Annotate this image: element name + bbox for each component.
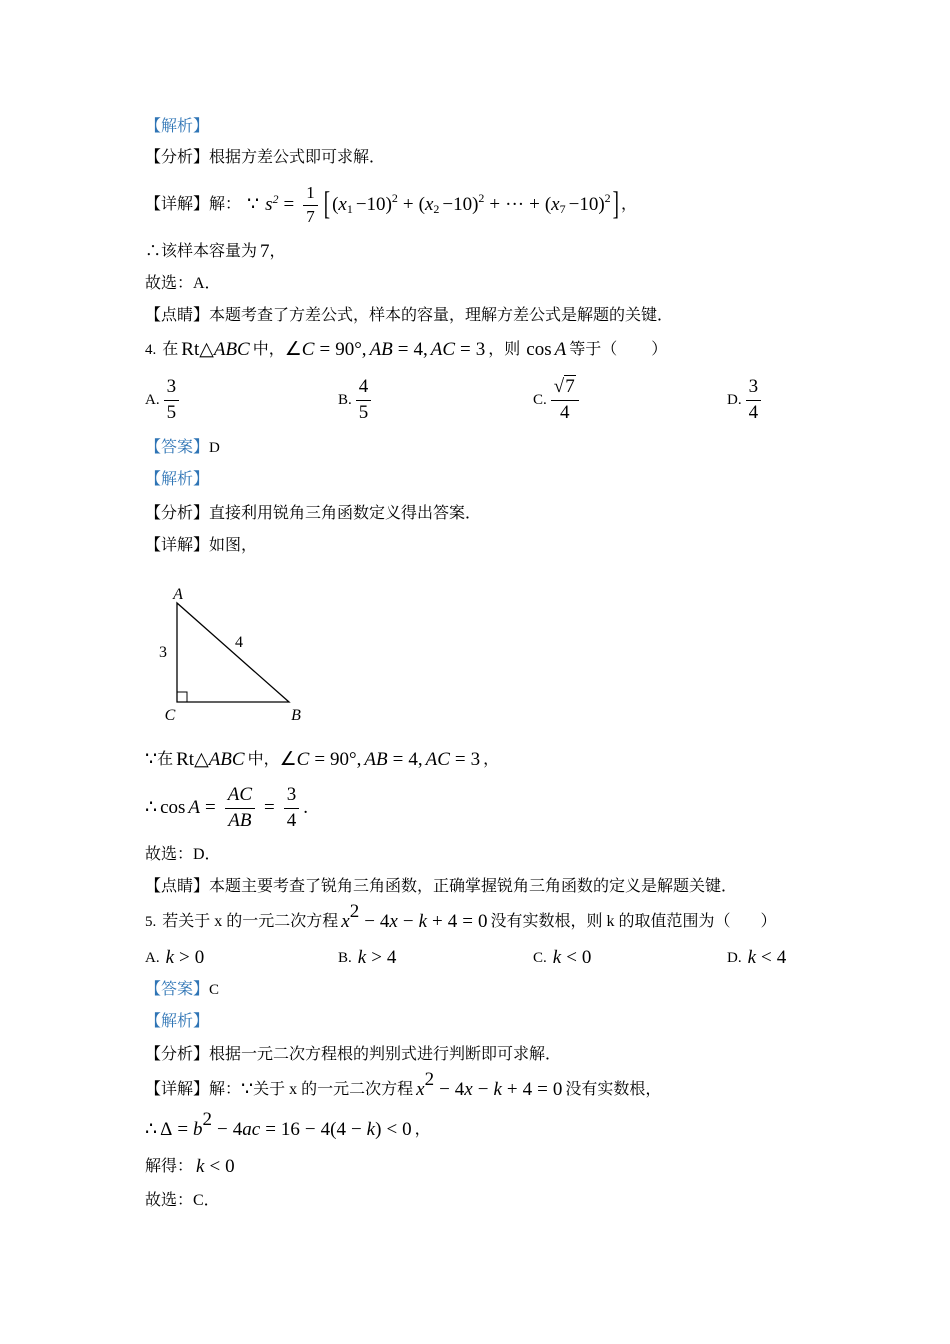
q5-choose-line <box>145 1188 220 1214</box>
section-label-fenxi: 【分析】 <box>145 505 210 522</box>
left-paren: ( <box>332 194 339 215</box>
q4-step-zhong: 中， <box>247 751 280 768</box>
variable-k: k <box>418 911 428 932</box>
q3-xiangjie-line <box>145 183 637 227</box>
coefficient: 4 <box>232 1119 243 1140</box>
equals-sign: = <box>462 911 473 932</box>
angle-symbol: ∠ <box>284 339 302 360</box>
relation-sign: > <box>179 947 190 968</box>
variable-k: k <box>552 947 562 968</box>
section-label-jiexi: 【解析】 <box>145 118 210 135</box>
ratio-fraction <box>225 785 255 832</box>
variable-x: x <box>424 194 434 215</box>
plus-sign: + <box>402 194 414 215</box>
minus-ten: −10 <box>442 194 473 215</box>
rt-text: Rt <box>176 749 195 770</box>
variance-term: ( x $_1$ −10 ) $^2$ <box>332 191 398 217</box>
fraction-numerator: 3 <box>746 377 762 401</box>
q5-xiangjie-post: 没有实数根， <box>565 1081 662 1098</box>
therefore-symbol: ∴ <box>145 1119 158 1140</box>
q3-therefore-line <box>145 239 286 265</box>
coefficient: 4 <box>454 1079 465 1100</box>
q3-fenxi-line <box>145 145 385 171</box>
relation-sign: > <box>371 947 382 968</box>
right-paren: ) <box>598 194 605 215</box>
section-label-daan: 【答案】 <box>145 981 210 998</box>
section-label-xiangjie: 【详解】 <box>145 537 210 554</box>
section-label-xiangjie: 【详解】 <box>145 1081 210 1098</box>
variance-term: ( x $_7$ −10 ) $^2$ <box>544 191 611 217</box>
variable-ac: ac <box>242 1119 261 1140</box>
q4-option-b <box>338 374 375 426</box>
variable-k: k <box>165 947 175 968</box>
q5-option-a <box>145 945 204 971</box>
equals-sign: = <box>454 749 466 770</box>
eq-x-squared <box>416 1068 435 1103</box>
variable-k: k <box>366 1119 376 1140</box>
delta-symbol: Δ <box>160 1119 173 1140</box>
q5-solve-label: 解得： <box>145 1158 194 1175</box>
section-label-daan: 【答案】 <box>145 439 210 456</box>
fraction-numerator: AC <box>225 785 255 809</box>
option-letter: C. <box>533 950 547 966</box>
triangle-abc <box>177 603 289 702</box>
equals-sign: = <box>460 339 471 360</box>
q4-option-c <box>533 374 583 426</box>
q3-dianjing-text: 本题考查了方差公式，样本的容量，理解方差公式是解题的关键． <box>209 307 674 324</box>
q4-answer-line <box>145 435 220 461</box>
q5-fenxi-text: 根据一元二次方程根的判别式进行判断即可求解． <box>209 1046 562 1063</box>
q4-fenxi-line <box>145 501 481 527</box>
angle-symbol: ∠ <box>279 749 297 770</box>
therefore-symbol: ∴ <box>145 797 158 818</box>
equals-sign: = <box>264 797 275 818</box>
triangle-name: ABC <box>213 339 250 360</box>
equals-sign: = <box>205 797 216 818</box>
variable-k: k <box>357 947 367 968</box>
q4-choose-line <box>145 842 221 868</box>
q4-dianjing-text: 本题主要考查了锐角三角函数，正确掌握锐角三角函数的定义是解题关键． <box>209 878 738 895</box>
option-letter: D. <box>727 392 742 408</box>
sqrt-sign: √ <box>553 375 565 397</box>
side-ac-value: 3 <box>470 749 481 770</box>
fraction-denominator: 4 <box>748 401 759 423</box>
right-paren: ) <box>472 194 479 215</box>
section-label-fenxi: 【分析】 <box>145 149 210 166</box>
variable-x: x <box>464 1079 473 1100</box>
side-ab-value: 4, <box>408 749 423 770</box>
section-label-fenxi: 【分析】 <box>145 1046 210 1063</box>
zero: 0 <box>402 1119 412 1140</box>
minus-sign: − <box>439 1079 450 1100</box>
q4-stem-line <box>145 337 667 363</box>
comma: ， <box>620 196 637 213</box>
option-letter: B. <box>338 950 352 966</box>
equals-sign: = <box>392 749 404 770</box>
fraction-denominator: 5 <box>358 401 369 423</box>
variable-b: b <box>193 1119 203 1140</box>
constant-sixteen: 16 <box>280 1119 300 1140</box>
q5-fenxi-line <box>145 1042 561 1068</box>
angle-a: A <box>554 339 567 360</box>
triangle-symbol: △ <box>199 339 214 360</box>
constant: 4 <box>447 911 458 932</box>
plus-sign: + <box>432 911 443 932</box>
q3-xiangjie-prefix: 解： <box>209 196 242 213</box>
q5-answer-line <box>145 977 219 1003</box>
value-fraction <box>284 785 300 832</box>
q4-stem-zhong: 中， <box>252 341 285 358</box>
question-number: 4. <box>145 342 157 358</box>
equals-sign: = <box>177 1119 189 1140</box>
q5-stem-post: 没有实数根，则 k 的取值范围为（ <box>490 913 731 930</box>
q4-stem-zai: 在 <box>162 341 179 358</box>
variable-s: s <box>265 194 273 215</box>
minus-sign: − <box>477 1079 489 1100</box>
question-number: 5. <box>145 914 157 930</box>
q4-jiexi-line <box>145 467 209 493</box>
right-angle-mark <box>177 692 187 702</box>
fraction-denominator: 7 <box>306 206 315 226</box>
less-than-sign: < <box>209 1156 221 1177</box>
side-label-ab: 4 <box>235 634 243 651</box>
exponent: 2 <box>272 192 279 207</box>
relation-sign: < <box>761 947 772 968</box>
fraction-denominator: 4 <box>286 809 297 831</box>
side-ab: AB <box>364 749 388 770</box>
ellipsis: ··· <box>505 194 525 215</box>
eq-x-squared <box>341 900 360 935</box>
minus-sign: − <box>402 911 414 932</box>
variable-x: x <box>341 911 350 932</box>
variable-x: x <box>389 911 398 932</box>
q5-xiangjie-stem: 关于 x 的一元二次方程 <box>253 1081 414 1098</box>
b-squared <box>193 1108 213 1143</box>
section-label-xiangjie: 【详解】 <box>145 196 210 213</box>
q4-fenxi-text: 直接利用锐角三角函数定义得出答案． <box>209 505 482 522</box>
side-ab: AB <box>369 339 393 360</box>
zero: 0 <box>552 1079 563 1100</box>
left-bracket: [ <box>323 185 331 223</box>
radicand: 7 <box>565 375 575 397</box>
left-paren: ( <box>418 194 425 215</box>
q5-choose-text: 故选：C． <box>145 1192 220 1209</box>
variance-term: ( x $_2$ −10 ) $^2$ <box>418 191 485 217</box>
q5-discriminant-line <box>145 1108 431 1143</box>
option-fraction <box>356 377 372 424</box>
side-ac: AC <box>425 749 450 770</box>
section-label-jiexi: 【解析】 <box>145 1013 210 1030</box>
option-letter: C. <box>533 392 547 408</box>
exponent: 2 <box>424 1068 435 1090</box>
comma: ， <box>414 1121 431 1138</box>
answer-value: C <box>209 982 220 998</box>
cos-function: cos <box>160 797 186 818</box>
fraction-numerator: 3 <box>284 785 300 809</box>
section-label-jiexi: 【解析】 <box>145 471 210 488</box>
plus-sign: + <box>529 194 540 215</box>
minus-ten: −10 <box>355 194 386 215</box>
vertex-label-c: C <box>164 707 176 724</box>
q4-xiangjie-text: 如图， <box>209 537 258 554</box>
q5-xiangjie-line <box>145 1068 662 1103</box>
exponent: 2 <box>202 1108 213 1130</box>
q5-stem-line <box>145 900 777 935</box>
side-ac-value: 3 <box>475 339 486 360</box>
equals-sign: = <box>397 339 409 360</box>
equals-sign: = <box>319 339 331 360</box>
fraction-numerator: 3 <box>164 377 180 401</box>
angle-vertex: C <box>296 749 310 770</box>
side-label-ac: 3 <box>159 644 167 661</box>
option-fraction <box>746 377 762 424</box>
variable-x: x <box>416 1079 425 1100</box>
left-paren: ( <box>330 1119 337 1140</box>
variable-x: x <box>551 194 560 215</box>
rt-text: Rt <box>181 339 200 360</box>
option-letter: A. <box>145 392 160 408</box>
less-than-sign: < <box>386 1119 398 1140</box>
fraction-numerator <box>551 377 579 401</box>
option-fraction <box>551 377 579 424</box>
fraction-one-seventh <box>303 184 318 226</box>
q4-step1-line <box>145 747 499 773</box>
coefficient: 4 <box>320 1119 331 1140</box>
right-bracket: ] <box>612 185 619 223</box>
q5-solve-line <box>145 1154 235 1180</box>
section-label-dianjing: 【点睛】 <box>145 307 210 324</box>
comma: ， <box>269 243 286 260</box>
comma: ， <box>483 751 500 768</box>
period: . <box>303 797 308 818</box>
q3-choose-text: 故选：A． <box>145 275 221 292</box>
q3-choose-line <box>145 271 221 297</box>
angle-value: 90°, <box>335 339 367 360</box>
minus-sign: − <box>217 1119 228 1140</box>
triangle-name: ABC <box>208 749 245 770</box>
q3-dianjing-line <box>145 303 673 329</box>
sample-size-value: 7 <box>260 241 270 262</box>
variable-k: k <box>493 1079 502 1100</box>
q4-step-zai: 在 <box>157 751 174 768</box>
minus-sign: − <box>350 1119 362 1140</box>
minus-sign: − <box>304 1119 316 1140</box>
equals-sign: = <box>537 1079 548 1100</box>
q4-option-a <box>145 374 183 426</box>
right-paren: ) <box>385 194 392 215</box>
q3-jiexi-line <box>145 114 209 140</box>
equals-sign: = <box>314 749 326 770</box>
answer-blank-close: ） <box>651 341 668 358</box>
q5-xiangjie-prefix: 解： <box>209 1081 242 1098</box>
option-value: 4 <box>386 947 397 968</box>
variable-x: x <box>338 194 347 215</box>
equals-sign: = <box>265 1119 276 1140</box>
q5-stem-pre: 若关于 x 的一元二次方程 <box>162 913 339 930</box>
coefficient: 4 <box>379 911 390 932</box>
option-fraction <box>164 377 180 424</box>
minus-sign: − <box>364 911 375 932</box>
angle-vertex: C <box>301 339 315 360</box>
q4-choose-text: 故选：D． <box>145 846 221 863</box>
q4-step2-line <box>145 782 308 834</box>
option-letter: A. <box>145 950 160 966</box>
q5-jiexi-line <box>145 1009 209 1035</box>
zero: 0 <box>225 1156 235 1177</box>
variance-lhs <box>265 192 278 218</box>
q4-option-d <box>727 374 765 426</box>
triangle-symbol: △ <box>194 749 209 770</box>
plus-sign: + <box>506 1079 518 1100</box>
side-ac: AC <box>430 339 456 360</box>
option-value: 0 <box>194 947 205 968</box>
relation-sign: < <box>566 947 577 968</box>
fraction-numerator: 1 <box>303 184 318 206</box>
right-triangle-figure <box>150 578 320 728</box>
fraction-numerator: 4 <box>356 377 372 401</box>
constant: 4 <box>336 1119 346 1140</box>
angle-a: A <box>188 797 201 818</box>
fraction-denominator: AB <box>228 809 252 831</box>
because-symbol: ∵ <box>145 749 158 770</box>
q5-option-c <box>533 945 591 971</box>
equals-sign: = <box>283 194 295 215</box>
answer-value: D <box>209 440 220 456</box>
zero: 0 <box>477 911 488 932</box>
q5-option-b <box>338 945 396 971</box>
option-letter: D. <box>727 950 742 966</box>
because-symbol: ∵ <box>241 1079 254 1100</box>
option-value: 4 <box>776 947 787 968</box>
plus-sign: + <box>489 194 501 215</box>
cos-function: cos <box>526 339 552 360</box>
left-paren: ( <box>544 194 552 215</box>
option-letter: B. <box>338 392 352 408</box>
angle-value: 90°, <box>330 749 362 770</box>
option-value: 0 <box>581 947 592 968</box>
right-paren: ) <box>375 1119 382 1140</box>
fraction-denominator: 4 <box>559 401 570 423</box>
because-symbol: ∵ <box>247 194 260 215</box>
vertex-label-b: B <box>291 707 301 724</box>
q5-option-d <box>727 945 786 971</box>
q4-stem-dengyu: 等于（ <box>569 341 618 358</box>
vertex-label-a: A <box>173 586 183 603</box>
q3-fenxi-text: 根据方差公式即可求解． <box>209 149 386 166</box>
q3-therefore-text: ∴该样本容量为 <box>145 243 258 260</box>
constant: 4 <box>522 1079 533 1100</box>
fraction-denominator: 5 <box>166 401 177 423</box>
variable-k: k <box>747 947 757 968</box>
q4-xiangjie-line <box>145 533 257 559</box>
section-label-dianjing: 【点睛】 <box>145 878 210 895</box>
q4-stem-ze: ，则 <box>488 341 521 358</box>
q4-dianjing-line <box>145 874 737 900</box>
answer-blank-close: ） <box>760 913 777 930</box>
variable-k: k <box>196 1156 205 1177</box>
minus-ten: −10 <box>568 194 599 215</box>
side-ab-value: 4, <box>413 339 428 360</box>
exponent: 2 <box>349 900 360 922</box>
